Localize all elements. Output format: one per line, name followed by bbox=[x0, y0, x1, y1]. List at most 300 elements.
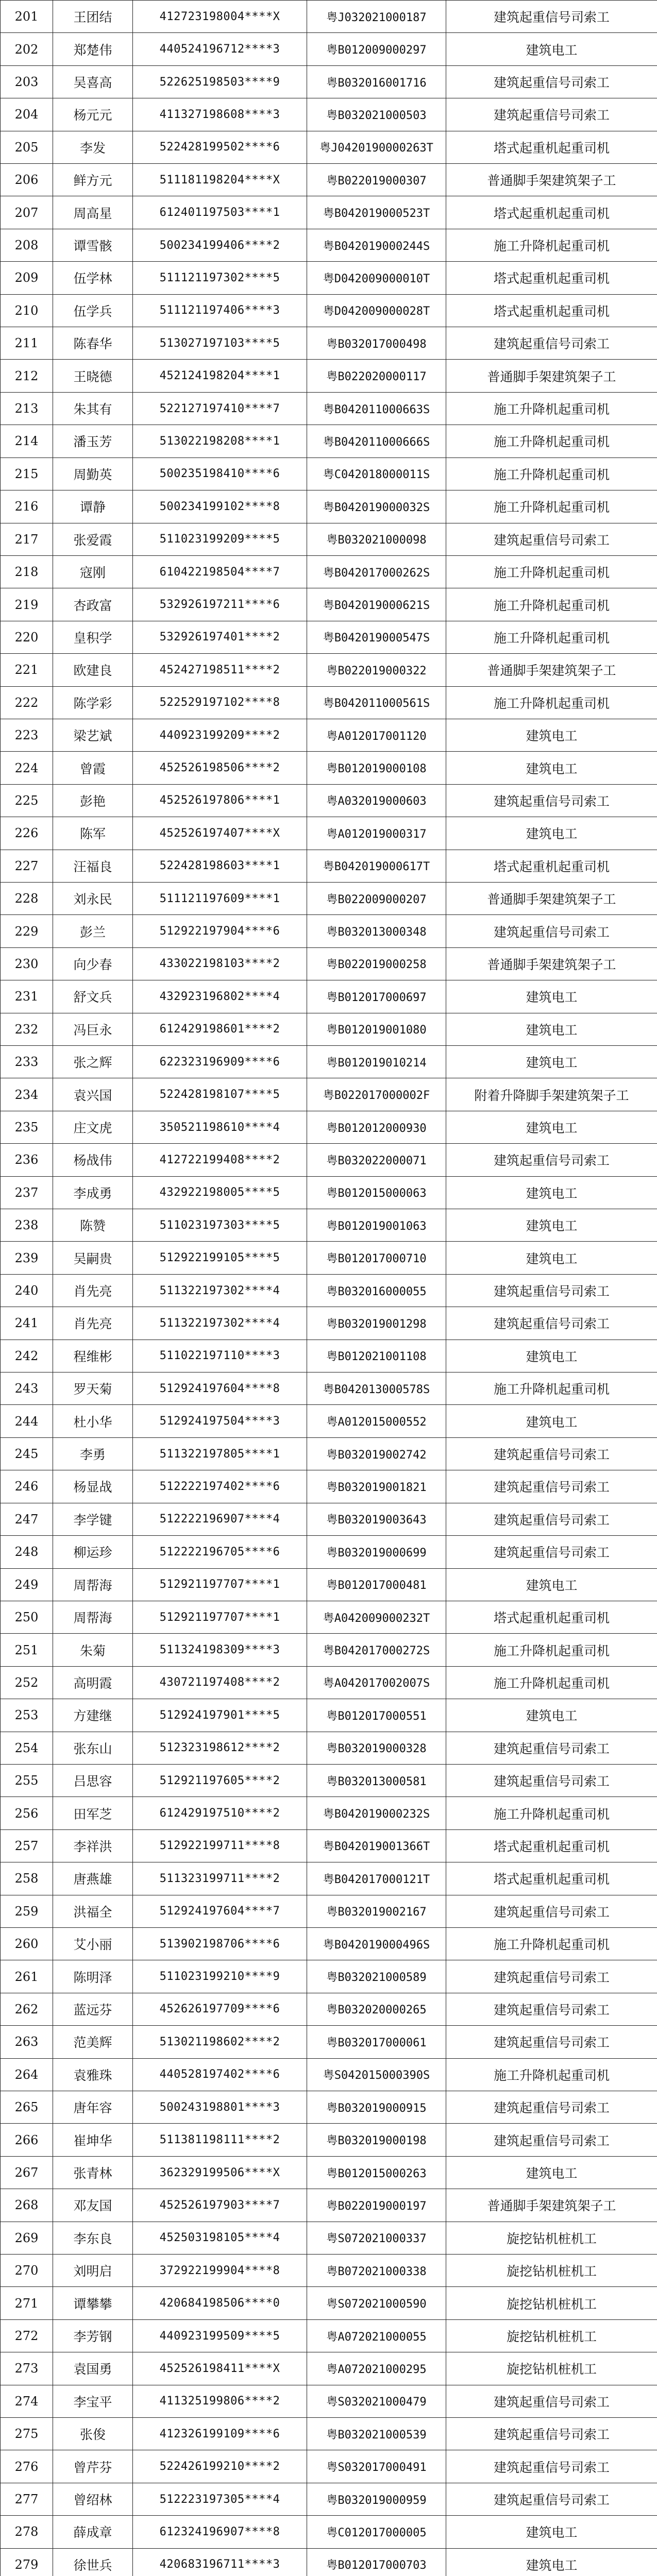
worker-name: 杜小华 bbox=[53, 1405, 133, 1437]
table-row bbox=[1, 1797, 657, 1829]
table-row bbox=[1, 2548, 657, 2576]
certificate-number: 粤A012019000317 bbox=[307, 817, 446, 850]
operation-type: 旋挖钻机桩机工 bbox=[446, 2319, 657, 2352]
id-number: 452526198411****X bbox=[133, 2352, 307, 2385]
worker-name: 周帮海 bbox=[53, 1601, 133, 1633]
row-number: 236 bbox=[1, 1144, 53, 1176]
table-row bbox=[1, 784, 657, 817]
certificate-number: 粤B032019002742 bbox=[307, 1437, 446, 1470]
table-row bbox=[1, 1046, 657, 1078]
operation-type: 建筑电工 bbox=[446, 1568, 657, 1601]
operation-type: 建筑电工 bbox=[446, 752, 657, 784]
id-number: 511323199711****2 bbox=[133, 1862, 307, 1895]
row-number: 277 bbox=[1, 2483, 53, 2515]
operation-type: 施工升降机起重司机 bbox=[446, 229, 657, 261]
operation-type: 建筑电工 bbox=[446, 1209, 657, 1242]
worker-name: 周帮海 bbox=[53, 1568, 133, 1601]
table-row bbox=[1, 33, 657, 65]
table-row bbox=[1, 555, 657, 588]
worker-name: 王晓德 bbox=[53, 360, 133, 392]
certificate-number: 粤C042018000011S bbox=[307, 457, 446, 490]
table-row bbox=[1, 1307, 657, 1340]
id-number: 511022197110****3 bbox=[133, 1340, 307, 1372]
table-row bbox=[1, 1144, 657, 1176]
table-row bbox=[1, 817, 657, 850]
certificate-number: 粤B022020000117 bbox=[307, 360, 446, 392]
row-number: 272 bbox=[1, 2319, 53, 2352]
operation-type: 建筑起重信号司索工 bbox=[446, 1536, 657, 1568]
table-row bbox=[1, 1927, 657, 1960]
certificate-number: 粤S032017000491 bbox=[307, 2450, 446, 2483]
row-number: 263 bbox=[1, 2026, 53, 2058]
id-number: 522625198503****9 bbox=[133, 65, 307, 98]
row-number: 254 bbox=[1, 1732, 53, 1764]
table-row bbox=[1, 2124, 657, 2156]
worker-name: 舒文兵 bbox=[53, 980, 133, 1013]
certificate-number: 粤B032022000071 bbox=[307, 1144, 446, 1176]
certificate-number: 粤B022019000307 bbox=[307, 164, 446, 196]
operation-type: 塔式起重机起重司机 bbox=[446, 262, 657, 294]
certificate-number: 粤A072021000295 bbox=[307, 2352, 446, 2385]
certificate-number: 粤B032019000328 bbox=[307, 1732, 446, 1764]
id-number: 420684198506****0 bbox=[133, 2287, 307, 2319]
certificate-number: 粤B012015000263 bbox=[307, 2156, 446, 2189]
operation-type: 施工升降机起重司机 bbox=[446, 555, 657, 588]
certificate-number: 粤B032019000198 bbox=[307, 2124, 446, 2156]
table-row bbox=[1, 850, 657, 882]
id-number: 350521198610****4 bbox=[133, 1111, 307, 1143]
table-row bbox=[1, 2287, 657, 2319]
id-number: 512924197504****3 bbox=[133, 1405, 307, 1437]
certificate-number: 粤A012017001120 bbox=[307, 719, 446, 751]
table-row bbox=[1, 980, 657, 1013]
worker-name: 伍学林 bbox=[53, 262, 133, 294]
table-row bbox=[1, 131, 657, 163]
worker-name: 杨战伟 bbox=[53, 1144, 133, 1176]
table-row bbox=[1, 1, 657, 33]
certificate-number: 粤B032019000915 bbox=[307, 2091, 446, 2124]
table-row bbox=[1, 654, 657, 686]
operation-type: 建筑电工 bbox=[446, 817, 657, 850]
id-number: 522428198603****1 bbox=[133, 850, 307, 882]
row-number: 252 bbox=[1, 1666, 53, 1699]
row-number: 279 bbox=[1, 2548, 53, 2576]
table-row bbox=[1, 2319, 657, 2352]
row-number: 202 bbox=[1, 33, 53, 65]
id-number: 612324196907****8 bbox=[133, 2516, 307, 2548]
operation-type: 建筑起重信号司索工 bbox=[446, 65, 657, 98]
operation-type: 建筑起重信号司索工 bbox=[446, 2385, 657, 2417]
operation-type: 施工升降机起重司机 bbox=[446, 457, 657, 490]
certificate-number: 粤A072021000055 bbox=[307, 2319, 446, 2352]
row-number: 224 bbox=[1, 752, 53, 784]
certificate-number: 粤B022017000002F bbox=[307, 1078, 446, 1111]
row-number: 221 bbox=[1, 654, 53, 686]
operation-type: 施工升降机起重司机 bbox=[446, 621, 657, 653]
table-row bbox=[1, 2385, 657, 2417]
row-number: 207 bbox=[1, 196, 53, 229]
certificate-number: 粤S042015000390S bbox=[307, 2058, 446, 2091]
operation-type: 塔式起重机起重司机 bbox=[446, 294, 657, 327]
worker-name: 袁兴国 bbox=[53, 1078, 133, 1111]
operation-type: 建筑起重信号司索工 bbox=[446, 98, 657, 131]
id-number: 452526197903****7 bbox=[133, 2189, 307, 2222]
row-number: 275 bbox=[1, 2418, 53, 2450]
table-row bbox=[1, 98, 657, 131]
worker-name: 谭静 bbox=[53, 490, 133, 523]
worker-name: 冯巨永 bbox=[53, 1013, 133, 1045]
certificate-number: 粤A012015000552 bbox=[307, 1405, 446, 1437]
id-number: 512924197604****8 bbox=[133, 1372, 307, 1405]
row-number: 253 bbox=[1, 1699, 53, 1732]
id-number: 622323196909****6 bbox=[133, 1046, 307, 1078]
id-number: 612429198601****2 bbox=[133, 1013, 307, 1045]
id-number: 610422198504****7 bbox=[133, 555, 307, 588]
operation-type: 建筑起重信号司索工 bbox=[446, 1470, 657, 1503]
id-number: 512922199105****5 bbox=[133, 1242, 307, 1274]
operation-type: 建筑电工 bbox=[446, 1340, 657, 1372]
table-row bbox=[1, 1503, 657, 1535]
row-number: 230 bbox=[1, 947, 53, 980]
certificate-number: 粤B042017000121T bbox=[307, 1862, 446, 1895]
operation-type: 建筑电工 bbox=[446, 2156, 657, 2189]
id-number: 420683196711****3 bbox=[133, 2548, 307, 2576]
table-row bbox=[1, 457, 657, 490]
table-row bbox=[1, 1274, 657, 1307]
certificate-number: 粤B012021001108 bbox=[307, 1340, 446, 1372]
table-row bbox=[1, 1634, 657, 1666]
worker-name: 鲜方元 bbox=[53, 164, 133, 196]
certificate-number: 粤B042017000272S bbox=[307, 1634, 446, 1666]
certificate-number: 粤B032017000498 bbox=[307, 327, 446, 360]
row-number: 248 bbox=[1, 1536, 53, 1568]
worker-name: 李发 bbox=[53, 131, 133, 163]
table-row bbox=[1, 2483, 657, 2515]
worker-name: 梁艺斌 bbox=[53, 719, 133, 751]
table-row bbox=[1, 360, 657, 392]
worker-name: 曾霞 bbox=[53, 752, 133, 784]
id-number: 511381198111****2 bbox=[133, 2124, 307, 2156]
certificate-number: 粤B042011000561S bbox=[307, 686, 446, 719]
row-number: 227 bbox=[1, 850, 53, 882]
certificate-number: 粤B032019000699 bbox=[307, 1536, 446, 1568]
row-number: 273 bbox=[1, 2352, 53, 2385]
id-number: 532926197401****2 bbox=[133, 621, 307, 653]
operation-type: 建筑电工 bbox=[446, 1699, 657, 1732]
certificate-number: 粤B042019000547S bbox=[307, 621, 446, 653]
certificate-number: 粤B042019000244S bbox=[307, 229, 446, 261]
worker-name: 欧建良 bbox=[53, 654, 133, 686]
operation-type: 塔式起重机起重司机 bbox=[446, 1829, 657, 1862]
worker-name: 张之辉 bbox=[53, 1046, 133, 1078]
id-number: 452526198506****2 bbox=[133, 752, 307, 784]
row-number: 271 bbox=[1, 2287, 53, 2319]
id-number: 500234199406****2 bbox=[133, 229, 307, 261]
certificate-number: 粤B012019001080 bbox=[307, 1013, 446, 1045]
table-row bbox=[1, 2026, 657, 2058]
row-number: 213 bbox=[1, 392, 53, 425]
worker-name: 朱其有 bbox=[53, 392, 133, 425]
row-number: 231 bbox=[1, 980, 53, 1013]
certificate-number: 粤B032021000539 bbox=[307, 2418, 446, 2450]
id-number: 532926197211****6 bbox=[133, 588, 307, 621]
certificate-number: 粤B032019002167 bbox=[307, 1895, 446, 1927]
operation-type: 建筑起重信号司索工 bbox=[446, 2483, 657, 2515]
id-number: 511023199209****5 bbox=[133, 523, 307, 555]
operation-type: 施工升降机起重司机 bbox=[446, 1927, 657, 1960]
id-number: 512921197707****1 bbox=[133, 1601, 307, 1633]
certificate-number: 粤B042019000496S bbox=[307, 1927, 446, 1960]
certificate-number: 粤B072021000338 bbox=[307, 2255, 446, 2287]
certificate-number: 粤B012015000063 bbox=[307, 1176, 446, 1209]
row-number: 214 bbox=[1, 425, 53, 457]
operation-type: 建筑起重信号司索工 bbox=[446, 1732, 657, 1764]
operation-type: 附着升降脚手架建筑架子工 bbox=[446, 1078, 657, 1111]
worker-name: 肖先亮 bbox=[53, 1307, 133, 1340]
operation-type: 施工升降机起重司机 bbox=[446, 1797, 657, 1829]
row-number: 204 bbox=[1, 98, 53, 131]
table-row bbox=[1, 2255, 657, 2287]
operation-type: 塔式起重机起重司机 bbox=[446, 196, 657, 229]
row-number: 226 bbox=[1, 817, 53, 850]
certificate-number: 粤B042011000666S bbox=[307, 425, 446, 457]
table-row bbox=[1, 2450, 657, 2483]
certificate-number: 粤C012017000005 bbox=[307, 2516, 446, 2548]
worker-name: 崔坤华 bbox=[53, 2124, 133, 2156]
id-number: 522428198107****5 bbox=[133, 1078, 307, 1111]
id-number: 513022198208****1 bbox=[133, 425, 307, 457]
row-number: 260 bbox=[1, 1927, 53, 1960]
row-number: 235 bbox=[1, 1111, 53, 1143]
certificate-number: 粤B012017000551 bbox=[307, 1699, 446, 1732]
id-number: 511023197303****5 bbox=[133, 1209, 307, 1242]
id-number: 522127197410****7 bbox=[133, 392, 307, 425]
worker-name: 陈军 bbox=[53, 817, 133, 850]
worker-name: 张东山 bbox=[53, 1732, 133, 1764]
operation-type: 普通脚手架建筑架子工 bbox=[446, 882, 657, 914]
worker-name: 皇积学 bbox=[53, 621, 133, 653]
worker-name: 张爱霞 bbox=[53, 523, 133, 555]
table-row bbox=[1, 262, 657, 294]
id-number: 452503198105****4 bbox=[133, 2222, 307, 2254]
worker-name: 蓝远芬 bbox=[53, 1993, 133, 2025]
row-number: 228 bbox=[1, 882, 53, 914]
worker-name: 张俊 bbox=[53, 2418, 133, 2450]
row-number: 208 bbox=[1, 229, 53, 261]
row-number: 219 bbox=[1, 588, 53, 621]
row-number: 251 bbox=[1, 1634, 53, 1666]
table-row bbox=[1, 915, 657, 947]
operation-type: 建筑起重信号司索工 bbox=[446, 1960, 657, 1993]
worker-name: 周勤英 bbox=[53, 457, 133, 490]
row-number: 244 bbox=[1, 1405, 53, 1437]
worker-name: 李芳钢 bbox=[53, 2319, 133, 2352]
operation-type: 建筑起重信号司索工 bbox=[446, 1307, 657, 1340]
row-number: 257 bbox=[1, 1829, 53, 1862]
worker-name: 寇刚 bbox=[53, 555, 133, 588]
certificate-number: 粤B032019001821 bbox=[307, 1470, 446, 1503]
worker-name: 肖先亮 bbox=[53, 1274, 133, 1307]
id-number: 432922198005****5 bbox=[133, 1176, 307, 1209]
table-row bbox=[1, 1405, 657, 1437]
operation-type: 建筑起重信号司索工 bbox=[446, 2124, 657, 2156]
worker-name: 伍学兵 bbox=[53, 294, 133, 327]
id-number: 612401197503****1 bbox=[133, 196, 307, 229]
row-number: 264 bbox=[1, 2058, 53, 2091]
table-row bbox=[1, 1340, 657, 1372]
worker-name: 徐世兵 bbox=[53, 2548, 133, 2576]
row-number: 238 bbox=[1, 1209, 53, 1242]
id-number: 372922199904****8 bbox=[133, 2255, 307, 2287]
operation-type: 建筑电工 bbox=[446, 1405, 657, 1437]
worker-name: 洪福全 bbox=[53, 1895, 133, 1927]
worker-name: 彭兰 bbox=[53, 915, 133, 947]
id-number: 412326199109****6 bbox=[133, 2418, 307, 2450]
operation-type: 建筑电工 bbox=[446, 719, 657, 751]
table-row bbox=[1, 1111, 657, 1143]
certificate-number: 粤B012019010214 bbox=[307, 1046, 446, 1078]
row-number: 223 bbox=[1, 719, 53, 751]
table-row bbox=[1, 2058, 657, 2091]
operation-type: 建筑起重信号司索工 bbox=[446, 1274, 657, 1307]
worker-name: 范美辉 bbox=[53, 2026, 133, 2058]
operation-type: 施工升降机起重司机 bbox=[446, 588, 657, 621]
certificate-number: 粤B042011000663S bbox=[307, 392, 446, 425]
row-number: 215 bbox=[1, 457, 53, 490]
worker-name: 曾绍林 bbox=[53, 2483, 133, 2515]
certificate-number: 粤A032019000603 bbox=[307, 784, 446, 817]
table-row bbox=[1, 327, 657, 360]
table-row bbox=[1, 1176, 657, 1209]
certificate-number: 粤B032019003643 bbox=[307, 1503, 446, 1535]
table-row bbox=[1, 392, 657, 425]
certificate-number: 粤B032021000503 bbox=[307, 98, 446, 131]
operation-type: 塔式起重机起重司机 bbox=[446, 1862, 657, 1895]
operation-type: 建筑起重信号司索工 bbox=[446, 327, 657, 360]
row-number: 268 bbox=[1, 2189, 53, 2222]
operation-type: 施工升降机起重司机 bbox=[446, 392, 657, 425]
certificate-number: 粤D042009000010T bbox=[307, 262, 446, 294]
operation-type: 塔式起重机起重司机 bbox=[446, 1601, 657, 1633]
worker-name: 吕思容 bbox=[53, 1764, 133, 1797]
table-row bbox=[1, 1013, 657, 1045]
worker-name: 李成勇 bbox=[53, 1176, 133, 1209]
row-number: 216 bbox=[1, 490, 53, 523]
id-number: 452626197709****6 bbox=[133, 1993, 307, 2025]
table-row bbox=[1, 1960, 657, 1993]
worker-name: 陈赞 bbox=[53, 1209, 133, 1242]
row-number: 239 bbox=[1, 1242, 53, 1274]
table-row bbox=[1, 164, 657, 196]
id-number: 512222196907****4 bbox=[133, 1503, 307, 1535]
row-number: 255 bbox=[1, 1764, 53, 1797]
operation-type: 建筑电工 bbox=[446, 33, 657, 65]
row-number: 256 bbox=[1, 1797, 53, 1829]
worker-name: 谭攀攀 bbox=[53, 2287, 133, 2319]
table-row bbox=[1, 1862, 657, 1895]
operation-type: 塔式起重机起重司机 bbox=[446, 131, 657, 163]
certificate-number: 粤A042017002007S bbox=[307, 1666, 446, 1699]
id-number: 433022198103****2 bbox=[133, 947, 307, 980]
id-number: 513021198602****2 bbox=[133, 2026, 307, 2058]
certificate-number: 粤B022019000197 bbox=[307, 2189, 446, 2222]
certificate-number: 粤B032013000348 bbox=[307, 915, 446, 947]
certificate-number: 粤J0420190000263T bbox=[307, 131, 446, 163]
row-number: 212 bbox=[1, 360, 53, 392]
row-number: 237 bbox=[1, 1176, 53, 1209]
operation-type: 施工升降机起重司机 bbox=[446, 490, 657, 523]
id-number: 440528197402****6 bbox=[133, 2058, 307, 2091]
worker-name: 艾小丽 bbox=[53, 1927, 133, 1960]
certificate-number: 粤B032016001716 bbox=[307, 65, 446, 98]
id-number: 512921197605****2 bbox=[133, 1764, 307, 1797]
row-number: 246 bbox=[1, 1470, 53, 1503]
certificate-number: 粤B012017000697 bbox=[307, 980, 446, 1013]
certificate-number: 粤B042019000617T bbox=[307, 850, 446, 882]
id-number: 511322197302****4 bbox=[133, 1274, 307, 1307]
row-number: 217 bbox=[1, 523, 53, 555]
operation-type: 建筑起重信号司索工 bbox=[446, 2026, 657, 2058]
certificate-number: 粤B012017000481 bbox=[307, 1568, 446, 1601]
certificate-number: 粤S072021000590 bbox=[307, 2287, 446, 2319]
worker-name: 王团结 bbox=[53, 1, 133, 33]
id-number: 500234199102****8 bbox=[133, 490, 307, 523]
operation-type: 建筑电工 bbox=[446, 980, 657, 1013]
id-number: 512921197707****1 bbox=[133, 1568, 307, 1601]
table-row bbox=[1, 2222, 657, 2254]
certificate-number: 粤B042019000523T bbox=[307, 196, 446, 229]
worker-name: 吴喜高 bbox=[53, 65, 133, 98]
row-number: 209 bbox=[1, 262, 53, 294]
table-row bbox=[1, 947, 657, 980]
worker-name: 薛成章 bbox=[53, 2516, 133, 2548]
row-number: 225 bbox=[1, 784, 53, 817]
table-row bbox=[1, 1895, 657, 1927]
table-row bbox=[1, 523, 657, 555]
worker-name: 陈春华 bbox=[53, 327, 133, 360]
row-number: 201 bbox=[1, 1, 53, 33]
row-number: 269 bbox=[1, 2222, 53, 2254]
worker-name: 谭雪骸 bbox=[53, 229, 133, 261]
certificate-number: 粤B042019001366T bbox=[307, 1829, 446, 1862]
worker-name: 郑楚伟 bbox=[53, 33, 133, 65]
id-number: 512223197305****4 bbox=[133, 2483, 307, 2515]
table-row bbox=[1, 1829, 657, 1862]
row-number: 233 bbox=[1, 1046, 53, 1078]
id-number: 452526197407****X bbox=[133, 817, 307, 850]
row-number: 274 bbox=[1, 2385, 53, 2417]
table-row bbox=[1, 1568, 657, 1601]
id-number: 440524196712****3 bbox=[133, 33, 307, 65]
certificate-number: 粤B012019000108 bbox=[307, 752, 446, 784]
row-number: 232 bbox=[1, 1013, 53, 1045]
row-number: 205 bbox=[1, 131, 53, 163]
operation-type: 塔式起重机起重司机 bbox=[446, 850, 657, 882]
certificate-number: 粤B012009000297 bbox=[307, 33, 446, 65]
worker-name: 李祥洪 bbox=[53, 1829, 133, 1862]
certificate-number: 粤B022019000258 bbox=[307, 947, 446, 980]
row-number: 267 bbox=[1, 2156, 53, 2189]
table-row bbox=[1, 2516, 657, 2548]
certificate-number: 粤B022019000322 bbox=[307, 654, 446, 686]
id-number: 440923199509****5 bbox=[133, 2319, 307, 2352]
id-number: 512222197402****6 bbox=[133, 1470, 307, 1503]
id-number: 511121197302****5 bbox=[133, 262, 307, 294]
operation-type: 旋挖钻机桩机工 bbox=[446, 2222, 657, 2254]
row-number: 249 bbox=[1, 1568, 53, 1601]
row-number: 234 bbox=[1, 1078, 53, 1111]
certificate-number: 粤B012017000703 bbox=[307, 2548, 446, 2576]
